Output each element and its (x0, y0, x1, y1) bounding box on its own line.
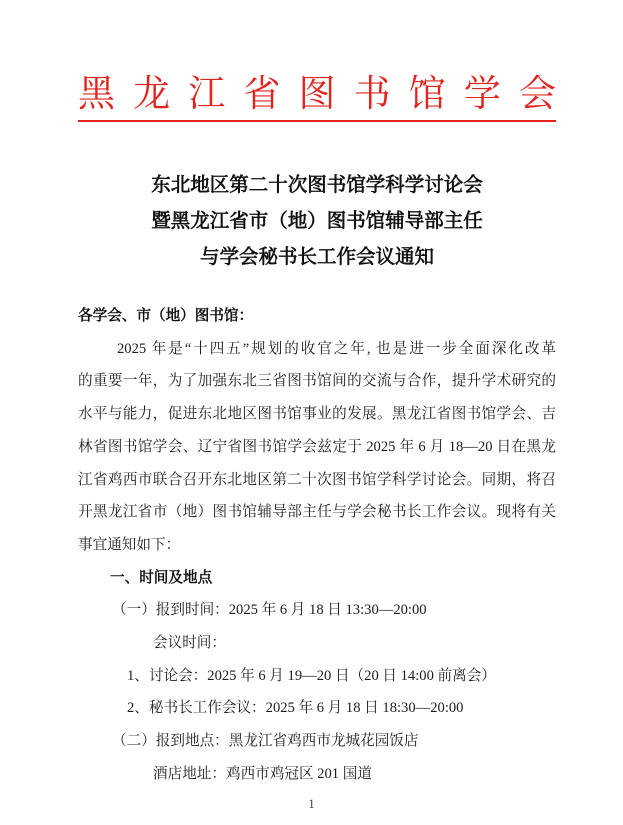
letterhead-title: 黑龙江省图书馆学会 (78, 74, 556, 122)
paragraph-line: 林省图书馆学会、辽宁省图书馆学会兹定于 2025 年 6 月 18—20 日在黑龙 (78, 438, 556, 455)
list-item-secretary-mtg: 2、秘书长工作会议：2025 年 6 月 18 日 18:30—20:00 (127, 700, 464, 717)
list-item-checkin-time: （一）报到时间：2025 年 6 月 18 日 13:30—20:00 (112, 602, 427, 619)
list-item-checkin-place: （二）报到地点：黑龙江省鸡西市龙城花园饭店 (112, 733, 419, 750)
paragraph-line: 江省鸡西市联合召开东北地区第二十次图书馆学科学讨论会。同期，将召 (78, 471, 556, 488)
section-heading-time-place: 一、时间及地点 (110, 569, 213, 586)
document-content (0, 74, 623, 791)
paragraph-line: 开黑龙江省市（地）图书馆辅导部主任与学会秘书长工作会议。现将有关 (78, 504, 556, 521)
notice-body (78, 300, 556, 791)
notice-title-line-2: 暨黑龙江省市（地）图书馆辅导部主任 (151, 211, 483, 232)
paragraph-line: 2025 年是“十四五”规划的收官之年, 也是进一步全面深化改革 (117, 340, 556, 357)
notice-title-line-1: 东北地区第二十次图书馆学科学讨论会 (151, 175, 483, 196)
paragraph-line: 水平与能力，促进东北地区图书馆事业的发展。黑龙江省图书馆学会、吉 (78, 406, 556, 423)
list-item-discussion: 1、讨论会：2025 年 6 月 19—20 日（20 日 14:00 前离会） (127, 667, 496, 684)
notice-title-block (78, 168, 556, 276)
salutation: 各学会、市（地）图书馆： (78, 308, 254, 324)
paragraph-line: 的重要一年，为了加强东北三省图书馆间的交流与合作，提升学术研究的 (78, 373, 556, 390)
list-item-hotel-address: 酒店地址：鸡西市鸡冠区 201 国道 (153, 765, 372, 782)
page-number: 1 (308, 796, 315, 811)
paragraph-line: 事宜通知如下： (78, 536, 181, 553)
list-item-meeting-time: 会议时间： (153, 635, 226, 652)
notice-title-line-3: 与学会秘书长工作会议通知 (199, 247, 434, 268)
